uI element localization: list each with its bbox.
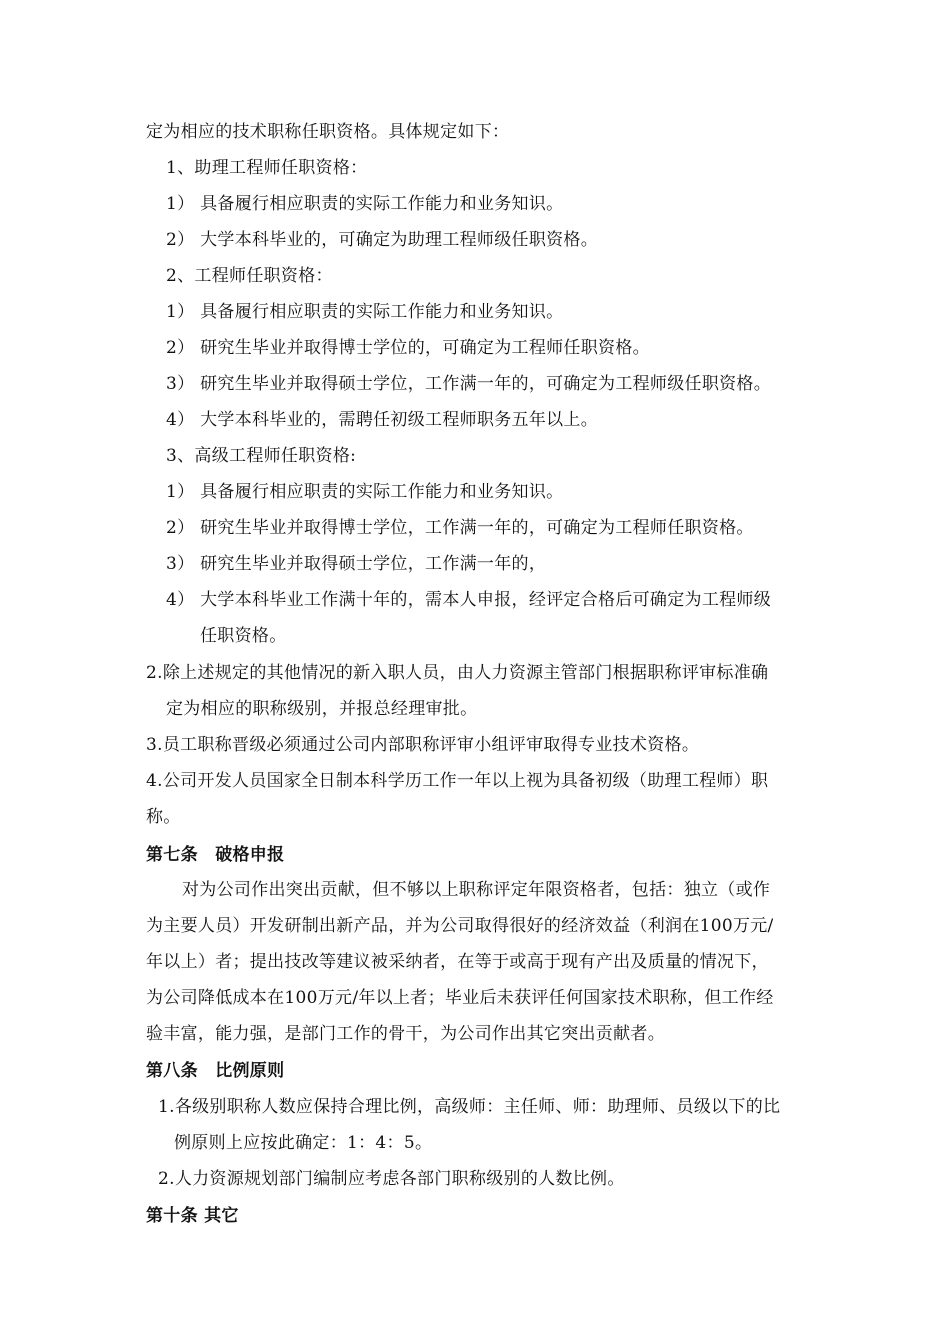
paragraph-line: 例原则上应按此确定：1：4：5。 [174, 1133, 433, 1153]
paragraph-line: 定为相应的技术职称任职资格。具体规定如下： [146, 122, 510, 142]
paragraph-line: 定为相应的职称级别，并报总经理审批。 [166, 699, 478, 719]
paragraph-line: 4.公司开发人员国家全日制本科学历工作一年以上视为具备初级（助理工程师）职 [146, 771, 769, 791]
section-heading-article-8: 第八条 比例原则 [146, 1061, 285, 1081]
list-item: 1） 具备履行相应职责的实际工作能力和业务知识。 [166, 482, 564, 502]
section-heading-article-10: 第十条 其它 [146, 1206, 239, 1226]
subheading-engineer: 2、工程师任职资格： [166, 266, 333, 286]
list-item: 1） 具备履行相应职责的实际工作能力和业务知识。 [166, 194, 564, 214]
list-item: 2） 大学本科毕业的，可确定为助理工程师级任职资格。 [166, 230, 599, 250]
list-item-continuation: 任职资格。 [200, 626, 287, 646]
paragraph-line: 2.除上述规定的其他情况的新入职人员，由人力资源主管部门根据职称评审标准确 [146, 663, 769, 683]
list-item: 4） 大学本科毕业工作满十年的，需本人申报，经评定合格后可确定为工程师级 [166, 590, 772, 610]
paragraph-line: 为主要人员）开发研制出新产品，并为公司取得很好的经济效益（利润在100万元/ [146, 916, 774, 936]
list-item: 3） 研究生毕业并取得硕士学位，工作满一年的，可确定为工程师级任职资格。 [166, 374, 772, 394]
section-heading-article-7: 第七条 破格申报 [146, 845, 285, 865]
list-item: 1） 具备履行相应职责的实际工作能力和业务知识。 [166, 302, 564, 322]
paragraph-line: 2.人力资源规划部门编制应考虑各部门职称级别的人数比例。 [158, 1169, 625, 1189]
subheading-senior-engineer: 3、高级工程师任职资格: [166, 446, 357, 466]
list-item: 4） 大学本科毕业的，需聘任初级工程师职务五年以上。 [166, 410, 599, 430]
paragraph-line: 年以上）者；提出技改等建议被采纳者，在等于或高于现有产出及质量的情况下， [146, 952, 769, 972]
list-item: 3） 研究生毕业并取得硕士学位，工作满一年的， [166, 554, 547, 574]
paragraph-line: 为公司降低成本在100万元/年以上者；毕业后未获评任何国家技术职称，但工作经 [146, 988, 774, 1008]
paragraph-line: 3.员工职称晋级必须通过公司内部职称评审小组评审取得专业技术资格。 [146, 735, 700, 755]
paragraph-line: 1.各级别职称人数应保持合理比例，高级师：主任师、师：助理师、员级以下的比 [158, 1097, 781, 1117]
list-item: 2） 研究生毕业并取得博士学位的，可确定为工程师任职资格。 [166, 338, 650, 358]
paragraph-line: 称。 [146, 807, 181, 827]
subheading-assistant-engineer: 1、助理工程师任职资格： [166, 158, 368, 178]
list-item: 2） 研究生毕业并取得博士学位，工作满一年的，可确定为工程师任职资格。 [166, 518, 754, 538]
paragraph-line: 验丰富，能力强，是部门工作的骨干，为公司作出其它突出贡献者。 [146, 1024, 665, 1044]
paragraph-line: 对为公司作出突出贡献，但不够以上职称评定年限资格者，包括：独立（或作 [182, 880, 771, 900]
